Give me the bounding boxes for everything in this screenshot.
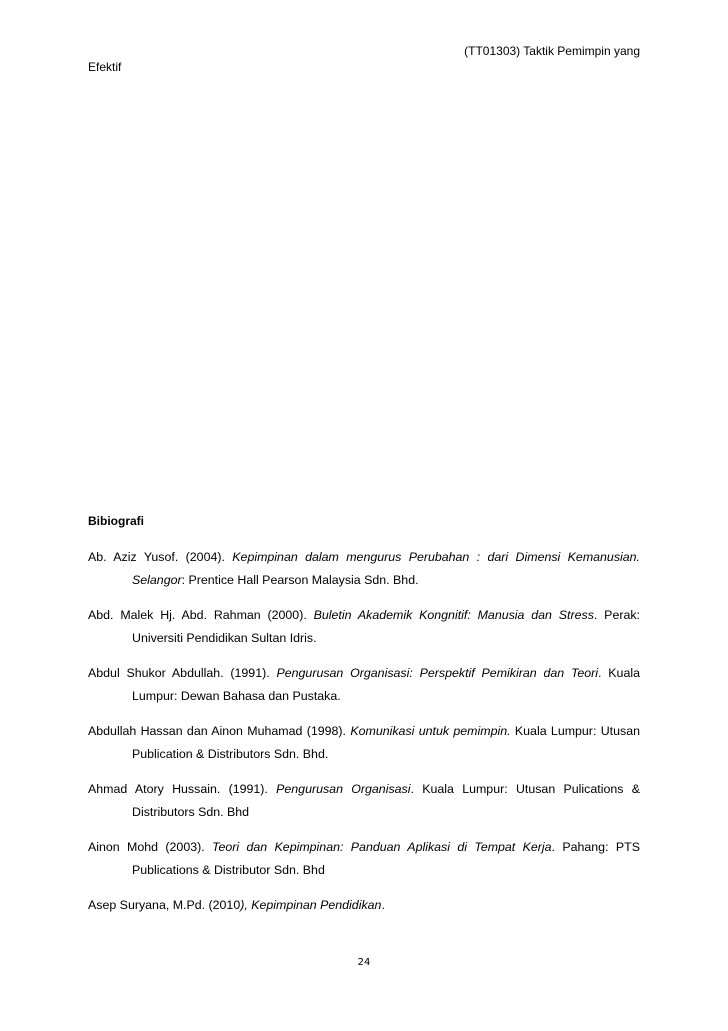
entry-title: Teori dan Kepimpinan: Panduan Aplikasi di Tempat Kerja: [212, 840, 552, 854]
entry-text: . Kuala Lumpur: Utusan Pulications & Distributors Sdn. Bhd: [132, 782, 640, 819]
entry-text: Ainon Mohd (2003).: [88, 840, 213, 854]
entry-text: Kuala Lumpur: Utusan Publication & Distributors Sdn. Bhd.: [132, 724, 640, 761]
bibliography-entry: [88, 836, 640, 882]
entry-title: Kepimpinan dalam mengurus Perubahan : dari Dimensi Kemanusian. Selangor: [132, 550, 640, 587]
entry-title: Buletin Akademik Kongnitif: Manusia dan Stress: [313, 608, 594, 622]
bibliography-entry: [88, 604, 640, 650]
entry-title: Komunikasi untuk pemimpin.: [350, 724, 511, 738]
entry-text: : Prentice Hall Pearson Malaysia Sdn. Bhd.: [181, 573, 419, 587]
bibliography-entry: [88, 778, 640, 824]
bibliography-entry: [88, 546, 640, 592]
entry-text: . Kuala Lumpur: Dewan Bahasa dan Pustaka.: [132, 666, 640, 703]
entry-text: Abdul Shukor Abdullah. (1991).: [88, 666, 277, 680]
entry-text: . Pahang: PTS Publications & Distributor Sdn. Bhd: [132, 840, 640, 877]
running-header-continuation: Efektif: [88, 60, 122, 74]
entry-text: . Perak: Universiti Pendidikan Sultan Idris.: [132, 608, 640, 645]
bibliography-entry: [88, 894, 640, 917]
entry-title: ), Kepimpinan Pendidikan: [240, 898, 382, 912]
entry-text: Ab. Aziz Yusof. (2004).: [88, 550, 233, 564]
entry-title: Pengurusan Organisasi: [276, 782, 411, 796]
entry-text: Asep Suryana, M.Pd. (2010: [88, 898, 241, 912]
bibliography-entry: [88, 662, 640, 708]
running-header: (TT01303) Taktik Pemimpin yang: [464, 44, 640, 58]
page-number: 24: [357, 957, 371, 968]
bibliography-list: [88, 546, 640, 929]
bibliography-entry: [88, 720, 640, 766]
entry-text: Abdullah Hassan dan Ainon Muhamad (1998).: [88, 724, 351, 738]
entry-text: Ahmad Atory Hussain. (1991).: [88, 782, 277, 796]
entry-title: Pengurusan Organisasi: Perspektif Pemikiran dan Teori: [276, 666, 599, 680]
bibliography-title: Bibiografi: [88, 514, 144, 528]
entry-text: Abd. Malek Hj. Abd. Rahman (2000).: [88, 608, 314, 622]
entry-text: .: [381, 898, 385, 912]
